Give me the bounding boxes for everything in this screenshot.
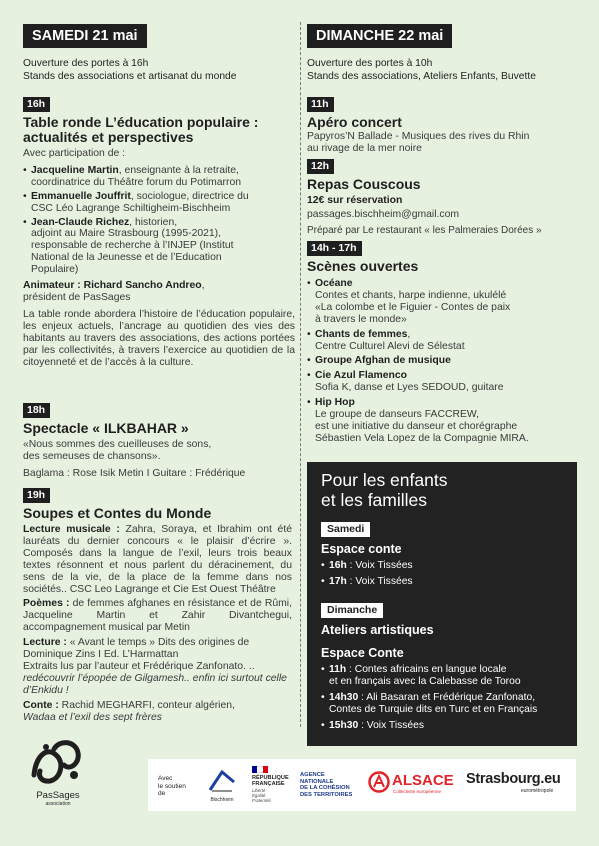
poems: [23, 598, 292, 634]
performer-name: Groupe Afghan de musique: [315, 355, 451, 367]
sunday-opening: Ouverture des portes à 10h: [307, 58, 433, 69]
alsace-text: ALSACE: [392, 772, 454, 789]
performer-item: [307, 370, 579, 394]
sunday-session-14h: [307, 238, 579, 445]
kids-time: 17h: [329, 576, 347, 587]
sunday-intro: [307, 57, 536, 83]
french-flag-icon: [252, 766, 268, 773]
item-text: Extraits lus par l’auteur et Frédérique Zanfonato. ..: [23, 660, 255, 672]
bischheim-text: Bischheim: [210, 797, 234, 803]
email-link[interactable]: passages.bischheim@gmail.com: [307, 208, 460, 220]
item-italic: redécouvrir l’épopée de Gilgamesh.. enfin ici surtout celle d’Enkidu !: [23, 672, 287, 696]
kids-time: 11h: [329, 664, 347, 675]
kids-item: [321, 560, 576, 572]
kids-title: [321, 470, 447, 510]
time-badge: 16h: [23, 97, 50, 112]
strasbourg-sub: eurométropole: [521, 788, 554, 794]
support-line: de: [158, 790, 166, 797]
saturday-session-16h: [23, 94, 295, 368]
session-title: Spectacle « ILKBAHAR »: [23, 420, 189, 436]
rf-line: RÉPUBLIQUE: [252, 775, 289, 781]
rf-motto: [252, 788, 292, 803]
performer-text: Centre Culturel Alevi de Sélestat: [315, 340, 465, 352]
alsace-a-icon: [368, 771, 390, 793]
participant-role: coordinatrice du Théâtre forum du Potimarron: [31, 176, 242, 188]
item-label: Conte :: [23, 699, 59, 711]
rf-motto-line: Liberté: [252, 788, 266, 793]
kids-text: : Voix Tissées: [358, 720, 425, 731]
item-text: « Avant le temps » Dits des origines de Dominique Zins I Ed. L’Harmattan: [23, 637, 250, 661]
kids-time: 14h30: [329, 692, 359, 703]
session-title: Soupes et Contes du Monde: [23, 505, 212, 521]
item-text: de femmes afghanes en résistance et de Rûmi, Jacqueline Martin et Zahir Divantchegui, accompagnement musical par Metin: [23, 598, 292, 634]
quote-line: des semeuses de chansons».: [23, 450, 161, 462]
rf-text: [252, 775, 292, 787]
sunday-header: DIMANCHE 22 mai: [307, 24, 452, 48]
participants-intro: Avec participation de :: [23, 148, 126, 159]
moderator-role: président de PasSages: [23, 291, 131, 303]
participant-role: National de la Jeunesse et de l’Education: [31, 252, 222, 264]
rf-motto-line: Égalité: [252, 793, 266, 798]
participant-role: adjoint au Maire Strasbourg (1995-2021),: [31, 228, 222, 240]
moderator: [23, 280, 295, 304]
session-text: [307, 131, 579, 155]
kids-sunday-title: Ateliers artistiques: [321, 623, 434, 637]
participant-role: CSC Léo Lagrange Schiltigheim-Bischheim: [31, 202, 231, 214]
session-title: Scènes ouvertes: [307, 258, 419, 274]
column-divider: [300, 22, 301, 727]
anct-line: DE LA COHÉSION: [300, 785, 350, 792]
show-credits: Baglama : Rose Isik Metin I Guitare : Frédérique: [23, 467, 246, 479]
saturday-opening: Ouverture des portes à 16h: [23, 58, 149, 69]
time-badge: 14h - 17h: [307, 241, 362, 256]
kids-saturday-list: [321, 560, 576, 588]
kids-item: [321, 692, 576, 716]
kids-saturday-tag: Samedi: [321, 522, 370, 537]
item-text: Rachid MEGHARFI, conteur algérien,: [58, 699, 235, 711]
participant-role: , enseignante à la retraite,: [118, 164, 239, 176]
musical-reading: [23, 524, 292, 595]
session-title: [23, 115, 295, 145]
text-line: Papyros’N Ballade - Musiques des rives du Rhin: [307, 131, 530, 142]
session-title: Apéro concert: [307, 114, 402, 130]
moderator-name: Animateur : Richard Sancho Andreo: [23, 280, 202, 292]
strasbourg-text: Strasbourg.eu: [466, 771, 561, 787]
kids-time: 15h30: [329, 720, 359, 731]
anct-line: AGENCE: [300, 772, 325, 778]
quote-line: «Nous sommes des cueilleuses de sons,: [23, 439, 212, 450]
kids-text: : Voix Tissées: [346, 576, 413, 587]
time-badge: 12h: [307, 159, 334, 174]
time-badge: 19h: [23, 488, 50, 503]
sunday-stands: Stands des associations, Ateliers Enfants, Buvette: [307, 71, 536, 82]
alsace-sub: Collectivité européenne: [393, 789, 442, 794]
saturday-intro: [23, 57, 237, 83]
participant-role: , historien,: [129, 216, 178, 228]
kids-title-line: et les familles: [321, 490, 428, 510]
saturday-header: SAMEDI 21 mai: [23, 24, 147, 48]
saturday-stands: Stands des associations et artisanat du monde: [23, 71, 237, 82]
anct-logo: [300, 772, 352, 798]
item-label: Poèmes :: [23, 598, 70, 610]
support-line: le soutien: [158, 782, 186, 790]
kids-time: 16h: [329, 560, 347, 571]
reading: [23, 637, 292, 697]
kids-text: et en français avec la Calebasse de Toroo: [329, 676, 521, 687]
time-badge: 18h: [23, 403, 50, 418]
performer-text: Sofia K, danse et Lyes SEDOUD, guitare: [315, 382, 504, 394]
participant-item: [23, 217, 295, 277]
participant-name: Jean-Claude Richez: [31, 216, 130, 228]
text-line: au rivage de la mer noire: [307, 142, 422, 154]
performer-name: Cie Azul Flamenco: [315, 370, 407, 382]
restaurant: Préparé par Le restaurant « les Palmeraies Dorées »: [307, 224, 542, 236]
performer-text: «La colombe et le Figuier - Contes de paix: [315, 301, 511, 313]
performer-text: Contes et chants, harpe indienne, ukulélé: [315, 289, 507, 301]
performer-item: [307, 329, 579, 353]
performer-name: Océane: [315, 278, 353, 289]
kids-families-box: [307, 462, 577, 746]
session-description: La table ronde abordera l’histoire de l’éducation populaire, les enjeux actuels, l’ancrage au quotidien des vies des habitants au travers des associations, des actions portées par les collectivités, à travers l’exercice au quotidien de la citoyenneté et de l’accès à la culture.: [23, 308, 295, 368]
support-line: Avec: [158, 775, 173, 782]
performer-text: à travers le monde»: [315, 313, 407, 325]
sunday-session-12h: [307, 156, 579, 237]
item-label: Lecture musicale :: [23, 524, 120, 535]
time-badge: 11h: [307, 97, 334, 112]
performer-name: Hip Hop: [315, 397, 355, 409]
participant-role: , sociologue, directrice du: [130, 190, 249, 202]
anct-line: DES TERRITOIRES: [300, 791, 353, 798]
support-text: [158, 775, 186, 798]
performer-item: [307, 397, 579, 445]
republique-logo: [252, 766, 292, 803]
session-title: Repas Couscous: [307, 176, 421, 192]
passages-logo: [30, 735, 86, 811]
rf-line: FRANÇAISE: [252, 781, 285, 787]
rf-motto-line: Fraternité: [252, 798, 271, 803]
performer-item: [307, 278, 579, 326]
passages-logo-sub: association: [45, 801, 71, 807]
saturday-session-18h: [23, 400, 295, 480]
passages-logo-icon: [30, 735, 86, 787]
saturday-session-19h: [23, 485, 292, 724]
kids-item: [321, 720, 576, 732]
participant-role: Populaire): [31, 264, 79, 276]
sunday-session-11h: [307, 94, 579, 155]
performer-item: [307, 355, 579, 367]
session-title-line: actualités et perspectives: [23, 129, 194, 145]
strasbourg-logo: [466, 771, 561, 794]
participant-role: responsable de recherche à l’INJEP (Institut: [31, 240, 234, 252]
kids-text: : Contes africains en langue locale: [346, 664, 507, 675]
kids-item: [321, 664, 576, 688]
item-label: Lecture :: [23, 637, 67, 649]
item-italic: Wadaa et l’exil des sept frères: [23, 711, 162, 723]
moderator-punct: ,: [201, 280, 205, 292]
bischheim-logo-icon: [208, 770, 236, 792]
session-title-line: Table ronde L’éducation populaire :: [23, 114, 259, 130]
performer-text: est une initiative du danseur et chorégraphe: [315, 420, 518, 432]
passages-logo-name: PasSages: [36, 790, 80, 801]
performer-text: Le groupe de danseurs FACCREW,: [315, 409, 480, 421]
tale: [23, 700, 292, 724]
kids-sunday-tag: Dimanche: [321, 603, 383, 618]
performer-punct: ,: [407, 328, 411, 340]
item-text: Zahra, Soraya, et Ibrahim ont été lauréats du dernier concours « le plaisir d’écrire ». Composés dans la langue de l’exil, leurs trois beaux textes résonnent et nous parlent du déracinement, du sens de la vie, de la place de la femme dans nos sociétés.. CSC Leo Lagrange et Cie Est Ouest Théâtre: [23, 524, 292, 595]
kids-saturday-title: Espace conte: [321, 542, 402, 556]
kids-text: Contes de Turquie dits en Turc et en Français: [329, 704, 538, 715]
participant-item: [23, 191, 295, 215]
participant-name: Jacqueline Martin: [31, 164, 119, 176]
performer-name: Chants de femmes: [315, 328, 408, 340]
kids-text: : Voix Tissées: [346, 560, 413, 571]
kids-text: : Ali Basaran et Frédérique Zanfonato,: [358, 692, 536, 703]
kids-item: [321, 576, 576, 588]
bischheim-logo: [208, 770, 236, 804]
participant-name: Emmanuelle Jouffrit: [31, 190, 131, 202]
participant-item: [23, 165, 295, 189]
price: 12€ sur réservation: [307, 195, 403, 206]
show-quote: [23, 439, 295, 463]
kids-title-line: Pour les enfants: [321, 470, 448, 490]
partners-bar: [148, 759, 576, 811]
kids-sunday-list: [321, 664, 576, 732]
anct-line: NATIONALE: [300, 778, 334, 785]
performer-text: Sébastien Vela Lopez de la Compagnie MIRA.: [315, 432, 529, 444]
kids-sunday-title-2: Espace Conte: [321, 646, 404, 660]
